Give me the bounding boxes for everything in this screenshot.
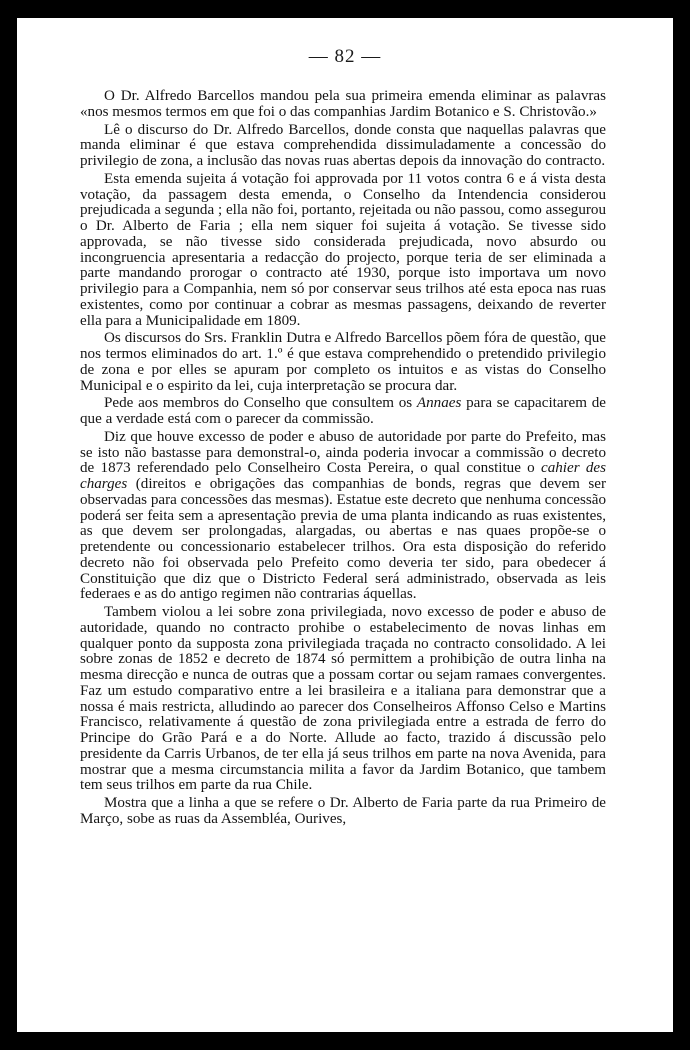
text-segment: Esta emenda sujeita á votação foi approvada por 11 votos contra 6 e á vista desta votação, da passagem desta emenda, o Conselho da Intendencia considerou prejudicada a segunda ; ella não foi, portanto, rejeitada ou não passou, como assegurou o Dr. Alberto de Faria ; ella nem siquer foi sujeita á votação. Se tivesse sido approvada, se não tivesse sido considerada prejudicada, novo absurdo ou incongruencia apresentaria a redacção do projecto, porque teria de ser eliminada a parte mandando prorogar o contracto até 1930, porque isto importava um novo privilegio para a Companhia, nem só por conservar seus trilhos até esta epoca nas ruas existentes, como por continuar a cobrar as mesmas passagens, deixando de reverter ella para a Municipalidade em 1809. [80, 170, 606, 329]
paragraph [80, 89, 606, 121]
text-segment: (direitos e obrigações das companhias de bonds, regras que devem ser observadas para concessões das mesmas). Estatue este decreto que nenhuma concessão poderá ser feita sem a apresentação previa de uma planta indicando as ruas existentes, as que devem ser prolongadas, alargadas, ou abertas e nas quaes propõe-se o pretendente ou concessionario estabelecer trilhos. Ora esta disposição do referido decreto não foi observada pelo Prefeito como deveria ter sido, para obedecer á Constituição que diz que o Districto Federal será administrado, observada as leis federaes e as do antigo regimen não contrarias áquellas. [80, 476, 606, 603]
paragraph [80, 396, 606, 428]
paragraph [80, 430, 606, 603]
text-segment: Tambem violou a lei sobre zona privilegiada, novo excesso de poder e abuso de autoridade, quando no contracto prohibe o estabelecimento de novas linhas em qualquer ponto da supposta zona privilegiada traçada no contracto consolidado. A lei sobre zonas de 1852 e decreto de 1874 só permittem a prohibição de outra linha na mesma direcção e nunca de outras que a possam cortar ou sejam ramaes convergentes. Faz um estudo comparativo entre a lei brasileira e a italiana para demonstrar que a nossa é mais restricta, alludindo ao parecer dos Conselheiros Affonso Celso e Martins Francisco, relativamente á questão de zona privilegiada entre a estrada de ferro do Principe do Grão Pará e a do Norte. Allude ao facto, trazido á discussão pelo presidente da Carris Urbanos, de ter ella já seus trilhos em parte na nova Avenida, para mostrar que a mesma circumstancia milita a favor da Jardim Botanico, que tambem tem seus trilhos em parte da rua Chile. [80, 604, 606, 794]
paragraph [80, 123, 606, 170]
text-segment: Pede aos membros do Conselho que consultem os [104, 395, 417, 412]
text-segment: para se capacitarem de que a verdade está com o parecer da commissão. [80, 395, 606, 427]
paragraph [80, 796, 606, 828]
text-segment: Os discursos do Srs. Franklin Dutra e Alfredo Barcellos põem fóra de questão, que nos termos eliminados do art. 1.º é que estava comprehendido o pretendido privilegio de zona e por elles se apuram por completo os intuitos e as vistas do Conselho Municipal e o espirito da lei, cuja interpretação se procura dar. [80, 330, 606, 394]
italic-text: cahier des charges [80, 460, 606, 492]
paragraph [80, 605, 606, 794]
document-page [17, 18, 673, 1032]
text-segment: Mostra que a linha a que se refere o Dr. Alberto de Faria parte da rua Primeiro de Março, sobe as ruas da Assembléa, Ourives, [80, 795, 606, 827]
page-number: — 82 — [308, 46, 382, 67]
text-segment: O Dr. Alfredo Barcellos mandou pela sua primeira emenda eliminar as palavras «nos mesmos termos em que foi o das companhias Jardim Botanico e S. Christovão.» [80, 88, 606, 120]
italic-text: Annaes [416, 395, 462, 412]
text-segment: Diz que houve excesso de poder e abuso de autoridade por parte do Prefeito, mas se isto não bastasse para demonstral-o, ainda poderia invocar a commissão o decreto de 1873 referendado pelo Conselheiro Costa Pereira, o qual constitue o [80, 428, 606, 477]
paragraph [80, 331, 606, 394]
paragraph [80, 172, 606, 330]
text-segment: Lê o discurso do Dr. Alfredo Barcellos, donde consta que naquellas palavras que manda eliminar é que estava comprehendida dissimuladamente a concessão do privilegio de zona, a inclusão das novas ruas abertas depois da innovação do contracto. [80, 121, 606, 169]
body-text [80, 89, 606, 828]
